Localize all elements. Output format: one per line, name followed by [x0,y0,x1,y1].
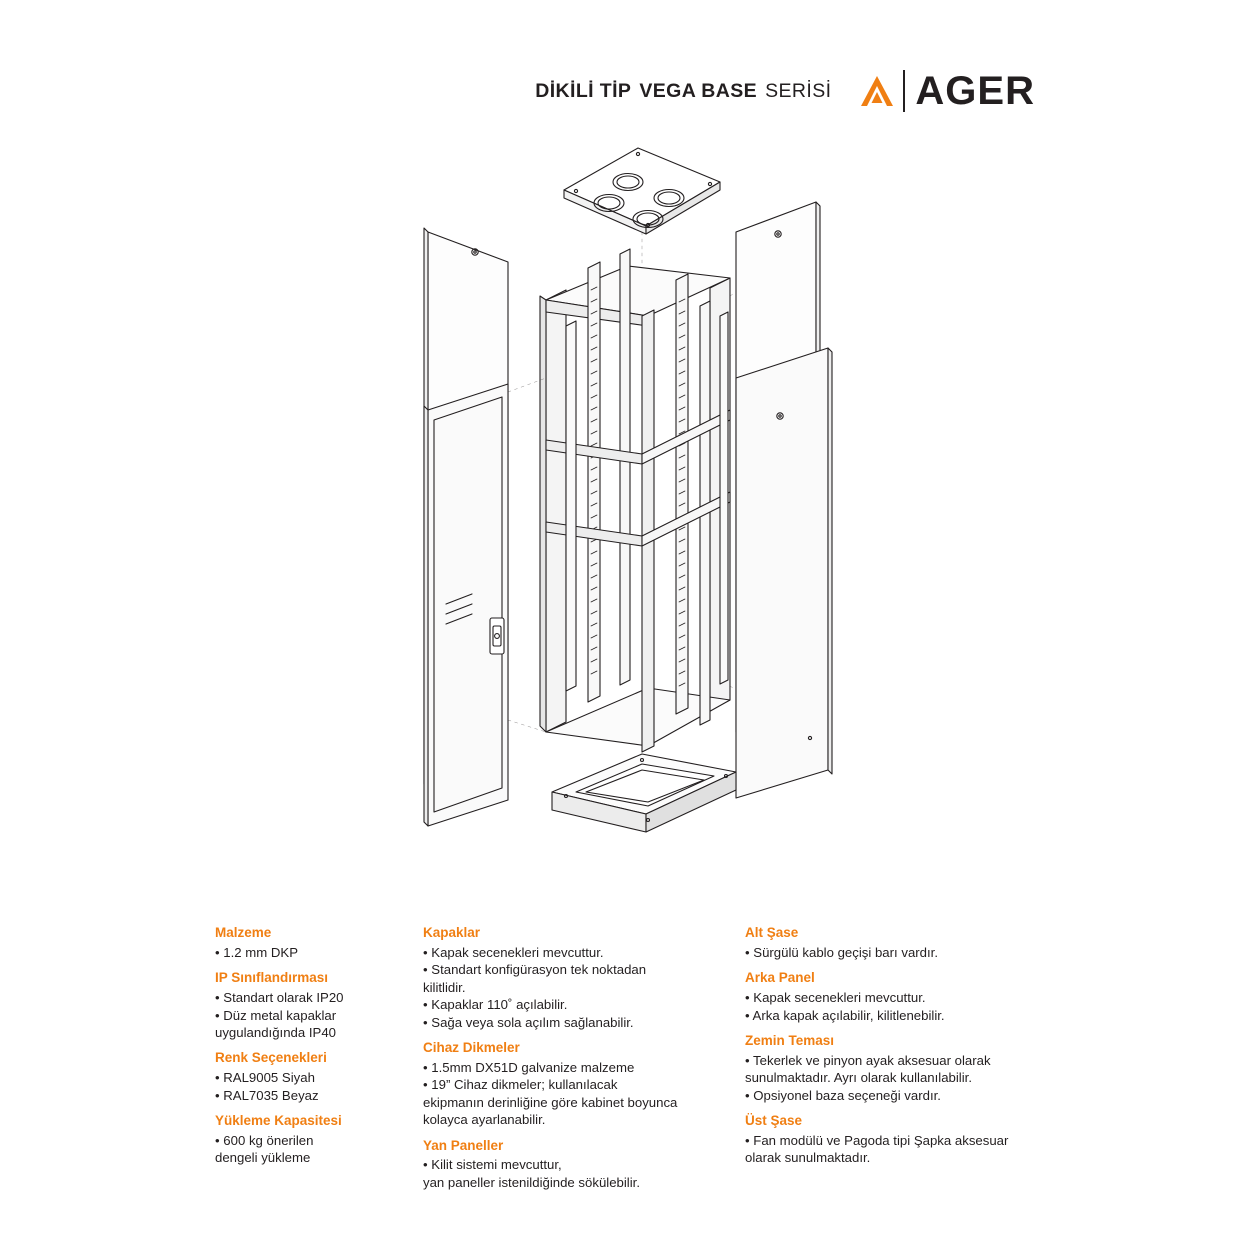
spec-group-yukleme [215,1113,400,1167]
spec-heading: Renk Seçenekleri [215,1050,327,1066]
spec-line: • Kilit sistemi mevcuttur, [423,1157,562,1173]
spec-heading: Cihaz Dikmeler [423,1039,520,1055]
spec-line: dengeli yükleme [215,1150,311,1166]
spec-line: • Kapaklar 110˚ açılabilir. [423,997,568,1013]
main-frame [540,249,730,752]
spec-line: ekipmanın derinliğine göre kabinet boyunca [423,1094,678,1110]
header-title [535,68,831,103]
spec-heading: Malzeme [215,925,272,940]
spec-group-renk [215,1050,400,1104]
header-title-part1: DİKİLİ TİP [535,80,632,102]
spec-group-ip [215,970,400,1041]
spec-group-kapaklar [423,925,723,1031]
spec-line: • 1.5mm DX51D galvanize malzeme [423,1059,635,1075]
spec-line: • Arka kapak açılabilir, kilitlenebilir. [745,1007,945,1023]
spec-line: • Sağa veya sola açılım sağlanabilir. [423,1014,634,1030]
spec-line: • Sürgülü kablo geçişi barı vardır. [745,944,939,960]
spec-line: yan paneller istenildiğinde sökülebilir. [423,1174,640,1190]
spec-line: kilitlidir. [423,979,466,995]
spec-group-cihaz-dikmeler [423,1040,723,1129]
spec-column-3 [745,925,1045,1176]
header-title-part3: SERİSİ [765,80,832,102]
spec-heading: Zemin Teması [745,1033,835,1049]
spec-group-yan-paneller [423,1138,723,1192]
spec-line: • Kapak secenekleri mevcuttur. [423,944,604,960]
spec-line: • Opsiyonel baza seçeneği vardır. [745,1087,941,1103]
spec-line: • Tekerlek ve pinyon ayak aksesuar olarak [745,1052,991,1068]
spec-group-malzeme [215,925,400,961]
page-header [0,68,1250,128]
logo-divider [903,70,905,112]
spec-line: • 600 kg önerilen [215,1133,314,1149]
spec-line: • RAL9005 Siyah [215,1070,315,1086]
ager-triangle-icon [857,72,897,110]
spec-line: kolayca ayarlanabilir. [423,1112,546,1128]
spec-line: • Düz metal kapaklar [215,1007,337,1023]
spec-heading: Yükleme Kapasitesi [215,1113,342,1129]
spec-line: • 19” Cihaz dikmeler; kullanılacak [423,1077,618,1093]
spec-line: olarak sunulmaktadır. [745,1150,871,1166]
spec-heading: Üst Şase [745,1113,803,1129]
spec-column-2 [423,925,723,1200]
bottom-chassis [552,754,736,832]
spec-line: • Standart konfigürasyon tek noktadan [423,962,647,978]
header-title-part2: VEGA BASE [639,80,758,102]
spec-heading: Arka Panel [745,970,815,986]
spec-group-arka-panel [745,970,1045,1024]
spec-group-alt-sase [745,925,1045,961]
spec-group-zemin-temasi [745,1033,1045,1104]
specifications [0,925,1250,1225]
spec-heading: Yan Paneller [423,1137,504,1153]
spec-line: • 1.2 mm DKP [215,944,299,960]
product-exploded-diagram [380,120,900,910]
front-door [424,384,508,826]
spec-line: • RAL7035 Beyaz [215,1087,319,1103]
spec-line: • Standart olarak IP20 [215,990,344,1006]
spec-line: • Fan modülü ve Pagoda tipi Şapka aksesuar [745,1133,1009,1149]
top-chassis-plate [564,148,720,234]
spec-line: • Kapak secenekleri mevcuttur. [745,990,926,1006]
spec-line: sunulmaktadır. Ayrı olarak kullanılabilir. [745,1070,972,1086]
spec-column-1 [215,925,400,1176]
spec-line: uygulandığında IP40 [215,1025,336,1041]
spec-heading: Alt Şase [745,925,799,940]
rear-panel [736,348,832,798]
spec-heading: Kapaklar [423,925,481,940]
brand-logo [857,68,1035,112]
spec-heading: IP Sınıflandırması [215,970,329,986]
brand-name: AGER [915,69,1035,113]
spec-group-ust-sase [745,1113,1045,1167]
